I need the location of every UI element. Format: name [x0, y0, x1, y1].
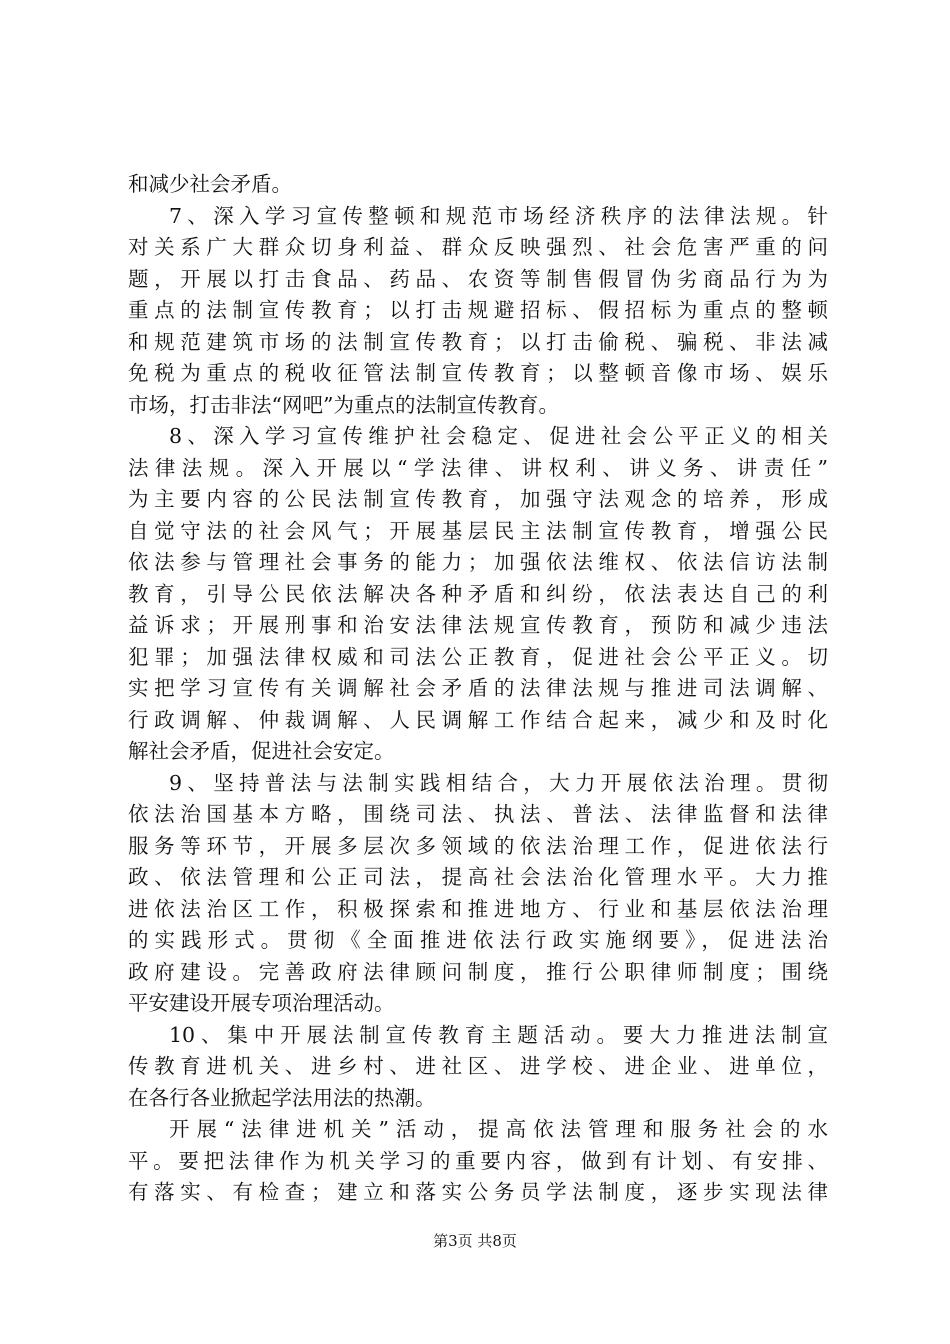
- document-body: [128, 169, 828, 1209]
- text-line: 8、深入学习宣传维护社会稳定、促进社会公平正义的相关: [169, 424, 828, 448]
- text-line: 政、依法管理和公正司法，提高社会法治化管理水平。大力推: [128, 865, 828, 889]
- text-line: 有落实、有检查；建立和落实公务员学法制度，逐步实现法律: [128, 1180, 828, 1204]
- text-line: 题，开展以打击食品、药品、农资等制售假冒伪劣商品行为为: [128, 266, 828, 291]
- text-line: 对关系广大群众切身利益、群众反映强烈、社会危害严重的问: [128, 235, 828, 259]
- text-line: 依法参与管理社会事务的能力；加强依法维权、依法信访法制: [128, 550, 828, 574]
- text-line: 实把学习宣传有关调解社会矛盾的法律法规与推进司法调解、: [128, 676, 828, 700]
- text-line: 为主要内容的公民法制宣传教育，加强守法观念的培养，形成: [128, 487, 828, 511]
- text-line: 服务等环节，开展多层次多领域的依法治理工作，促进依法行: [128, 833, 828, 858]
- text-line: 政府建设。完善政府法律顾问制度，推行公职律师制度；围绕: [128, 959, 828, 984]
- text-line: 和减少社会矛盾。: [128, 172, 292, 196]
- text-line: 在各行各业掀起学法用法的热潮。: [128, 1085, 436, 1110]
- text-line: 市场，打击非法“网吧”为重点的法制宣传教育。: [128, 392, 559, 417]
- text-line: 自觉守法的社会风气；开展基层民主法制宣传教育，增强公民: [128, 518, 828, 543]
- text-line: 平。要把法律作为机关学习的重要内容，做到有计划、有安排、: [128, 1148, 828, 1173]
- page-footer: 第3页 共8页: [433, 1232, 517, 1250]
- text-line: 7、深入学习宣传整顿和规范市场经济秩序的法律法规。针: [169, 203, 828, 228]
- text-line: 行政调解、仲裁调解、人民调解工作结合起来，减少和及时化: [128, 707, 828, 732]
- text-line: 免税为重点的税收征管法制宣传教育；以整顿音像市场、娱乐: [128, 361, 828, 385]
- text-line: 10、集中开展法制宣传教育主题活动。要大力推进法制宣: [169, 1022, 828, 1047]
- text-line: 法律法规。深入开展以“学法律、讲权利、讲义务、讲责任”: [128, 455, 828, 480]
- text-line: 进依法治区工作，积极探索和推进地方、行业和基层依法治理: [128, 896, 828, 921]
- text-line: 平安建设开展专项治理活动。: [128, 991, 395, 1015]
- text-line: 的实践形式。贯彻《全面推进依法行政实施纲要》，促进法治: [128, 928, 828, 952]
- text-line: 传教育进机关、进乡村、进社区、进学校、进企业、进单位，: [128, 1054, 828, 1078]
- text-line: 和规范建筑市场的法制宣传教育；以打击偷税、骗税、非法减: [128, 329, 828, 354]
- text-line: 益诉求；开展刑事和治安法律法规宣传教育，预防和减少违法: [128, 613, 828, 637]
- text-line: 开展“法律进机关”活动，提高依法管理和服务社会的水: [169, 1117, 828, 1141]
- text-line: 教育，引导公民依法解决各种矛盾和纠纷，依法表达自己的利: [128, 581, 828, 606]
- text-line: 解社会矛盾，促进社会安定。: [128, 739, 395, 763]
- text-line: 依法治国基本方略，围绕司法、执法、普法、法律监督和法律: [128, 802, 828, 826]
- text-line: 重点的法制宣传教育；以打击规避招标、假招标为重点的整顿: [128, 298, 828, 322]
- text-line: 犯罪；加强法律权威和司法公正教育，促进社会公平正义。切: [128, 644, 828, 669]
- text-line: 9、坚持普法与法制实践相结合，大力开展依法治理。贯彻: [169, 770, 828, 795]
